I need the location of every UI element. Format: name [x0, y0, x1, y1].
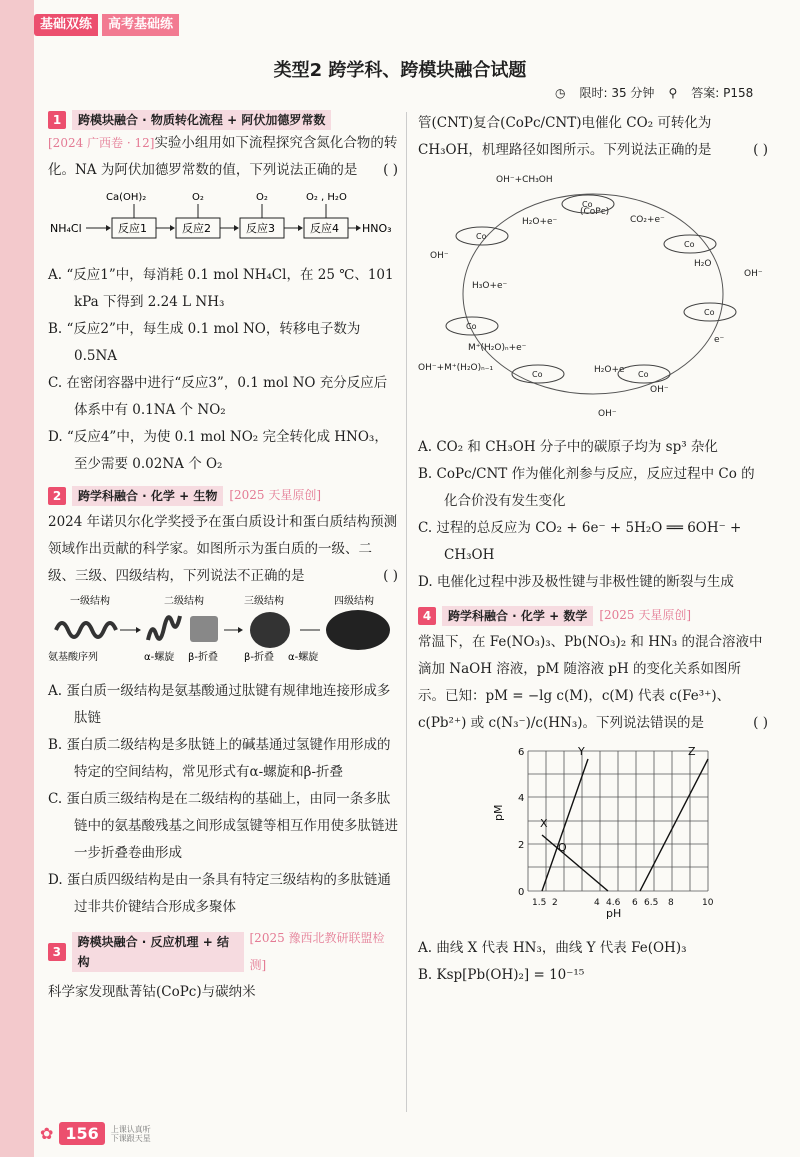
q3-number: 3 — [48, 943, 66, 961]
cycle-label-5: H₂O — [694, 259, 712, 269]
q3-mechanism-cycle — [418, 164, 768, 424]
q2-stem — [48, 509, 398, 590]
co-label-3: Co — [704, 308, 715, 317]
flow-box-3 — [220, 192, 284, 238]
y-tick-0: 0 — [518, 887, 525, 898]
q3-header — [48, 925, 398, 979]
cycle-label-6: OH⁻ — [744, 269, 763, 279]
q2-option-c[interactable]: C. 蛋白质三级结构是在二级结构的基础上，由同一条多肽链中的氨基酸残基之间形成氢键等相互作用使多肽链进一步折叠卷曲形成 — [48, 791, 398, 861]
y-tick-4: 4 — [518, 793, 525, 804]
page-number: 156 — [59, 1122, 104, 1145]
question-3-start — [48, 925, 398, 1006]
curve-label-x: X — [540, 817, 548, 830]
x-tick-4: 4.6 — [606, 898, 621, 908]
q2-header — [48, 482, 398, 509]
flow-box-3-label: 反应3 — [246, 222, 275, 235]
y-tick-6: 6 — [518, 747, 525, 758]
question-2 — [48, 482, 398, 921]
flow-box-2-label: 反应2 — [182, 222, 211, 235]
q4-stem — [418, 629, 768, 737]
x-tick-2: 2 — [552, 898, 558, 908]
slogan-line-2: 下课跟天星 — [110, 1133, 151, 1143]
page-title: 类型2 跨学科、跨模块融合试题 — [273, 60, 527, 81]
y-tick-2: 2 — [518, 840, 525, 851]
q1-stem-text: 实验小组用如下流程探究含氮化合物的转化。NA 为阿伏加德罗常数的值，下列说法正确的是 — [48, 135, 398, 178]
q3-option-c[interactable]: C. 过程的总反应为 CO₂ + 6e⁻ + 5H₂O ══ 6OH⁻ + CH₃OH — [418, 520, 742, 563]
flower-icon: ✿ — [40, 1124, 54, 1143]
q4-source: [2025 天星原创] — [599, 608, 692, 622]
q1-header — [48, 110, 398, 130]
cycle-label-2: (CoPc) — [580, 207, 610, 217]
q1-number: 1 — [48, 111, 66, 129]
x-axis-label: pH — [606, 907, 622, 920]
q3-tag: 跨模块融合 · 反应机理 + 结构 — [72, 932, 244, 972]
curve-label-y: Y — [578, 745, 585, 758]
x-tick-7: 8 — [668, 898, 674, 908]
q3-option-a[interactable]: A. CO₂ 和 CH₃OH 分子中的碳原子均为 sp³ 杂化 — [418, 439, 718, 455]
protein-sub-3: β-折叠 — [188, 652, 218, 663]
co-label-1: Co — [582, 200, 593, 209]
question-3-cont — [418, 110, 768, 596]
q4-stem-text: 常温下，在 Fe(NO₃)₃、Pb(NO₃)₂ 和 HN₃ 的混合溶液中滴加 NaOH 溶液，pM 随溶液 pH 的变化关系如图所示。已知：pM = −lg c(M)，c(M) 代表 c(Fe³⁺)、c(Pb²⁺) 或 c(N₃⁻)/c(HN₃)。下列说法错误的是 — [418, 634, 763, 731]
tag-basic: 基础双练 — [34, 14, 98, 36]
q3-option-d[interactable]: D. 电催化过程中涉及极性键与非极性键的断裂与生成 — [418, 574, 734, 590]
flow-box-1 — [86, 192, 156, 238]
cycle-label-3: CO₂+e⁻ — [630, 215, 665, 225]
q1-source: [2024 广西卷 · 12] — [48, 136, 155, 150]
slogan-line-1: 上课认真听 — [110, 1124, 151, 1134]
curve-y — [542, 759, 588, 891]
co-label-2: Co — [684, 240, 695, 249]
x-tick-5: 6 — [632, 898, 638, 908]
cycle-label-8: H₂O+e⁻ — [594, 365, 630, 375]
protein-sub-4: β-折叠 — [244, 652, 274, 663]
flow-reagent-2: O₂ — [192, 192, 204, 203]
y-axis-label: pM — [492, 804, 505, 821]
flow-reagent-4: O₂ , H₂O — [306, 192, 347, 203]
x-tick-8: 10 — [702, 898, 714, 908]
meta-row — [555, 84, 753, 101]
q1-option-b[interactable]: B. “反应2”中，每生成 0.1 mol NO，转移电子数为 0.5NA — [48, 321, 361, 364]
q3-stem-right — [418, 110, 768, 164]
cycle-label-11: M⁺(H₂O)ₙ+e⁻ — [468, 343, 527, 353]
protein-sub-1: 氨基酸序列 — [48, 652, 98, 663]
q2-tag: 跨学科融合 · 化学 + 生物 — [72, 486, 223, 506]
co-label-6: Co — [466, 322, 477, 331]
q2-option-a[interactable]: A. 蛋白质一级结构是氨基酸通过肽键有规律地连接形成多肽链 — [48, 683, 391, 726]
answer-ref: 答案: P158 — [691, 86, 754, 100]
cycle-label-14: H₃O+e⁻ — [472, 281, 508, 291]
curve-z — [640, 759, 708, 891]
q1-blank: ( ) — [383, 162, 398, 178]
q2-blank: ( ) — [383, 568, 398, 584]
protein-label-1: 一级结构 — [70, 596, 110, 607]
x-tick-1: 1.5 — [532, 898, 547, 908]
protein-label-3: 三级结构 — [244, 596, 284, 607]
right-column — [418, 110, 768, 989]
q1-option-d[interactable]: D. “反应4”中，为使 0.1 mol NO₂ 完全转化成 HNO₃，至少需要 0.02NA 个 O₂ — [48, 429, 388, 472]
flow-reagent-3: O₂ — [256, 192, 268, 203]
question-4 — [418, 602, 768, 989]
protein-label-2: 二级结构 — [164, 596, 204, 607]
chart-grid — [528, 751, 708, 891]
q4-number: 4 — [418, 607, 436, 625]
q2-option-d[interactable]: D. 蛋白质四级结构是由一条具有特定三级结构的多肽链通过非共价键结合形成多聚体 — [48, 872, 391, 915]
q1-stem — [48, 130, 398, 184]
q4-pm-chart — [418, 741, 768, 921]
footer — [40, 1122, 151, 1145]
q2-option-b[interactable]: B. 蛋白质二级结构是多肽链上的碱基通过氢键作用形成的特定的空间结构，常见形式有α-螺旋和β-折叠 — [48, 737, 391, 780]
q2-source: [2025 天星原创] — [229, 488, 322, 502]
chart-curves — [542, 759, 708, 891]
protein-sub-5: α-螺旋 — [288, 652, 319, 663]
q4-header — [418, 602, 768, 629]
q2-protein-figure — [48, 594, 398, 664]
time-limit: 限时: 35 分钟 — [579, 86, 655, 100]
q4-blank: ( ) — [753, 715, 768, 731]
flow-box-4 — [284, 192, 348, 238]
q1-tag: 跨模块融合 · 物质转化流程 + 阿伏加德罗常数 — [72, 110, 331, 130]
cycle-label-10: OH⁻ — [598, 409, 617, 419]
co-label-5: Co — [532, 370, 543, 379]
q1-flow-diagram — [48, 188, 398, 248]
cycle-label-1: OH⁻+CH₃OH — [496, 175, 553, 185]
cycle-label-4: H₂O+e⁻ — [522, 217, 558, 227]
point-label-q: Q — [558, 841, 567, 854]
co-label-7: Co — [476, 232, 487, 241]
sheet-shape — [190, 616, 218, 642]
primary-chain — [56, 623, 116, 637]
x-tick-3: 4 — [594, 898, 600, 908]
flow-box-2 — [156, 192, 220, 238]
q3-blank: ( ) — [753, 142, 768, 158]
tertiary-shape — [250, 612, 290, 648]
flow-reagent-1: Ca(OH)₂ — [106, 192, 147, 203]
x-tick-6: 6.5 — [644, 898, 659, 908]
footer-slogan — [111, 1125, 151, 1143]
q3-stem-right-text: 管(CNT)复合(CoPc/CNT)电催化 CO₂ 可转化为 CH₃OH，机理路径如图所示。下列说法正确的是 — [418, 115, 712, 158]
helix-shape — [148, 616, 180, 640]
column-divider — [406, 112, 407, 1112]
q3-source: [2025 豫西北教研联盟检测] — [249, 931, 385, 972]
co-label-4: Co — [638, 370, 649, 379]
q1-option-a[interactable]: A. “反应1”中，每消耗 0.1 mol NH₄Cl，在 25 ℃、101 kPa 下得到 2.24 L NH₃ — [48, 267, 394, 310]
key-icon: ⚲ — [668, 85, 678, 100]
cycle-label-9: OH⁻ — [650, 385, 669, 395]
quaternary-shape — [326, 610, 390, 650]
protein-sub-2: α-螺旋 — [144, 652, 175, 663]
q3-stem-left: 科学家发现酞菁钴(CoPc)与碳纳米 — [48, 984, 256, 1000]
curve-label-z: Z — [688, 745, 696, 758]
q2-stem-text: 2024 年诺贝尔化学奖授予在蛋白质设计和蛋白质结构预测领域作出贡献的科学家。如图所示为蛋白质的一级、二级、三级、四级结构，下列说法不正确的是 — [48, 514, 398, 584]
protein-label-4: 四级结构 — [334, 596, 374, 607]
q4-option-b[interactable]: B. Ksp[Pb(OH)₂] = 10⁻¹⁵ — [418, 967, 585, 983]
q1-option-c[interactable]: C. 在密闭容器中进行“反应3”，0.1 mol NO 充分反应后体系中有 0.1NA 个 NO₂ — [48, 375, 388, 418]
cycle-ring — [463, 194, 723, 394]
cycle-label-12: OH⁻+M⁺(H₂O)ₙ₋₁ — [418, 363, 494, 373]
cycle-label-13: OH⁻ — [430, 251, 449, 261]
q4-tag: 跨学科融合 · 化学 + 数学 — [442, 606, 593, 626]
flow-start: NH₄Cl — [50, 222, 82, 235]
cycle-label-7: e⁻ — [714, 335, 725, 345]
clock-icon: ◷ — [555, 85, 566, 100]
flow-end: HNO₃ — [362, 222, 392, 235]
question-1 — [48, 110, 398, 478]
header-tags — [34, 14, 179, 36]
q4-option-a[interactable]: A. 曲线 X 代表 HN₃，曲线 Y 代表 Fe(OH)₃ — [418, 940, 687, 956]
flow-box-1-label: 反应1 — [118, 222, 147, 235]
left-column — [48, 110, 398, 1006]
q3-option-b[interactable]: B. CoPc/CNT 作为催化剂参与反应，反应过程中 Co 的化合价没有发生变化 — [418, 466, 755, 509]
flow-box-4-label: 反应4 — [310, 222, 339, 235]
tag-gaokao: 高考基础练 — [102, 14, 179, 36]
q2-number: 2 — [48, 487, 66, 505]
